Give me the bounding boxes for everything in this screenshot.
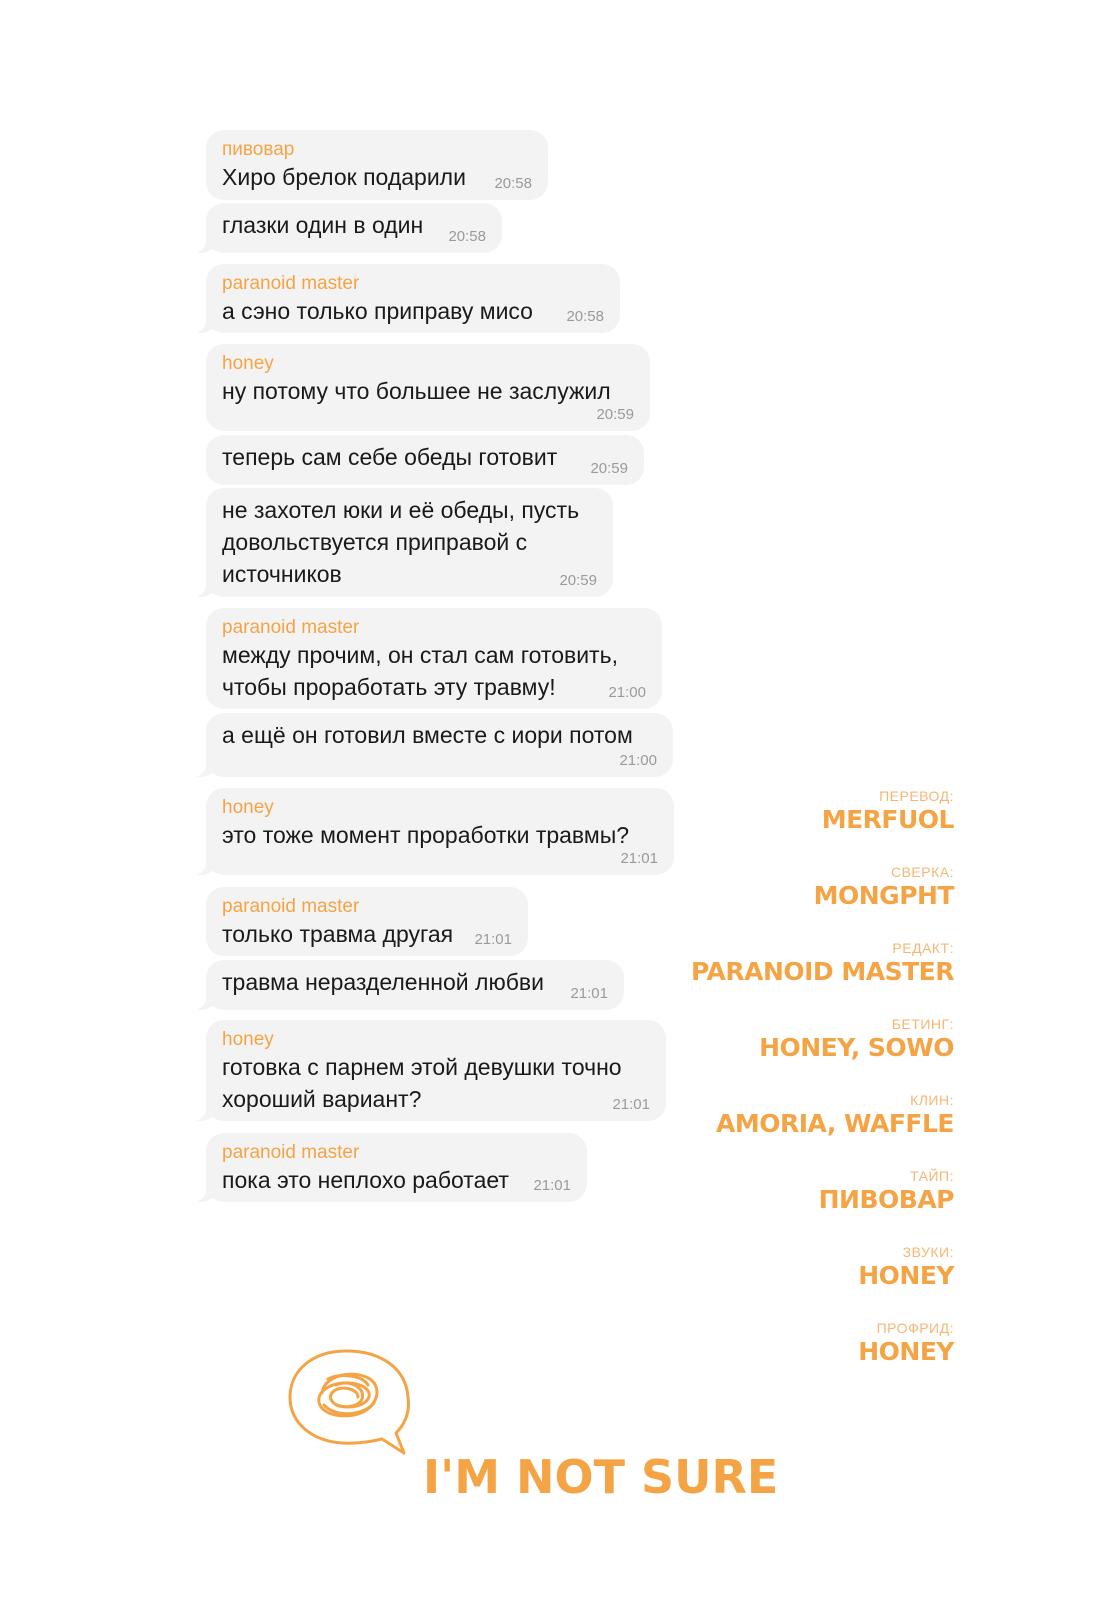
message-bubble xyxy=(206,960,624,1010)
message-bubble xyxy=(206,130,548,200)
credit-role: ТАЙП: xyxy=(910,1168,954,1184)
credit-role: РЕДАКТ: xyxy=(892,940,954,956)
message-time: 21:01 xyxy=(620,850,658,867)
message-bubble xyxy=(206,488,613,597)
message-time: 20:58 xyxy=(494,175,532,192)
credit-name: MONGPHT xyxy=(813,881,954,910)
message-text: теперь сам себе обеды готовит xyxy=(222,444,558,470)
message-sender: honey xyxy=(222,1029,274,1050)
credit-role: КЛИН: xyxy=(910,1092,954,1108)
message-sender: paranoid master xyxy=(222,1142,360,1163)
message-time: 21:00 xyxy=(608,684,646,701)
message-text: не захотел юки и её обеды, пусть довольствуется приправой с источников xyxy=(222,497,580,587)
message-bubble xyxy=(206,887,528,956)
message-sender: paranoid master xyxy=(222,617,360,638)
message-sender: honey xyxy=(222,797,274,818)
message-sender: paranoid master xyxy=(222,273,360,294)
message-text: готовка с парнем этой девушки точно хороший вариант? xyxy=(222,1054,622,1112)
credit-name: HONEY xyxy=(858,1337,954,1366)
credit-name: HONEY xyxy=(858,1261,954,1290)
credit-role: БЕТИНГ: xyxy=(891,1016,954,1032)
message-time: 21:01 xyxy=(612,1096,650,1113)
credit-name: ПИВОВАР xyxy=(818,1185,954,1214)
credit-role: ПРОФРИД: xyxy=(876,1320,954,1336)
message-bubble xyxy=(206,1020,666,1121)
message-text: а ещё он готовил вместе с иори потом xyxy=(222,722,633,748)
credit-name: HONEY, SOWO xyxy=(759,1033,954,1062)
message-time: 20:59 xyxy=(590,460,628,477)
message-text: ну потому что большее не заслужил xyxy=(222,378,611,404)
message-sender: honey xyxy=(222,353,274,374)
message-time: 20:59 xyxy=(596,406,634,423)
credit-name: PARANOID MASTER xyxy=(690,957,954,986)
scribble-speech-bubble-icon xyxy=(284,1345,414,1460)
message-bubble xyxy=(206,203,502,253)
message-time: 21:01 xyxy=(474,931,512,948)
credit-role: ЗВУКИ: xyxy=(902,1244,954,1260)
message-bubble xyxy=(206,713,673,777)
message-text: травма неразделенной любви xyxy=(222,969,544,995)
message-time: 20:58 xyxy=(448,228,486,245)
message-sender: paranoid master xyxy=(222,896,360,917)
message-text: только травма другая xyxy=(222,921,454,947)
message-bubble xyxy=(206,435,644,485)
message-text: это тоже момент проработки травмы? xyxy=(222,822,630,848)
message-text: глазки один в один xyxy=(222,212,424,238)
message-bubble xyxy=(206,608,662,709)
message-time: 21:00 xyxy=(619,752,657,769)
message-time: 20:59 xyxy=(559,572,597,589)
credit-name: MERFUOL xyxy=(821,805,954,834)
message-time: 21:01 xyxy=(570,985,608,1002)
message-text: Хиро брелок подарили xyxy=(222,164,466,190)
credit-name: AMORIA, WAFFLE xyxy=(715,1109,954,1138)
logo-text: I'M NOT SURE xyxy=(423,1450,779,1504)
message-bubble xyxy=(206,1133,587,1202)
credit-role: СВЕРКА: xyxy=(890,864,954,880)
message-time: 20:58 xyxy=(566,308,604,325)
message-text: а сэно только приправу мисо xyxy=(222,298,533,324)
message-text: пока это неплохо работает xyxy=(222,1167,509,1193)
message-bubble xyxy=(206,264,620,333)
message-text: между прочим, он стал сам готовить, чтобы проработать эту травму! xyxy=(222,642,618,700)
message-sender: пивовар xyxy=(222,139,295,160)
message-bubble xyxy=(206,344,650,431)
credit-role: ПЕРЕВОД: xyxy=(879,788,954,804)
message-time: 21:01 xyxy=(533,1177,571,1194)
